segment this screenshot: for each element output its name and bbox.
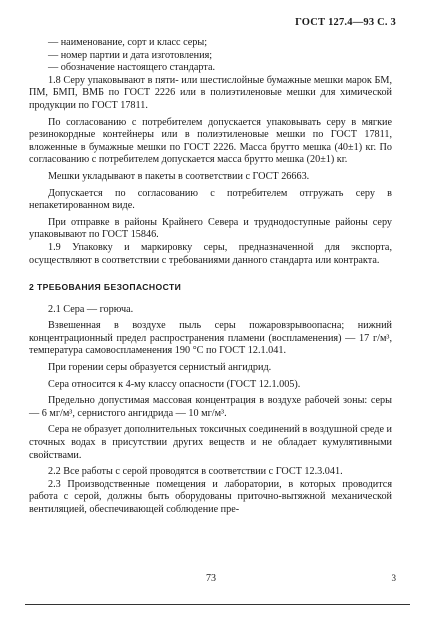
paragraph: При отправке в районы Крайнего Севера и труднодоступные районы серу упаковывают по ГОСТ 15846. [29, 216, 392, 241]
paragraph: Предельно допустимая массовая концентрация в воздухе рабочей зоны: серы — 6 мг/м³, сернистого ангидрида — 10 мг/м³. [29, 395, 392, 419]
corner-mark: 3 [391, 573, 396, 583]
clause-2-1: 2.1 Сера — горюча. [48, 303, 134, 315]
list-item: — номер партии и дата изготовления; [48, 49, 213, 61]
clause-2-3: 2.3 Производственные помещения и лаборатории, в которых проводится работа с серой, должны быть оборудованы приточно-вытяжной механической вентиляцией, обеспечивающей соблюдение пре- [29, 478, 392, 515]
paragraph: Сера относится к 4-му классу опасности (ГОСТ 12.1.005). [48, 378, 301, 390]
page-number: 73 [206, 573, 216, 584]
bottom-rule [25, 604, 410, 605]
section-title: 2 ТРЕБОВАНИЯ БЕЗОПАСНОСТИ [29, 282, 182, 293]
paragraph: При горении серы образуется сернистый ангидрид. [48, 362, 272, 374]
list-item: — обозначение настоящего стандарта. [48, 62, 216, 74]
document-body [29, 37, 392, 517]
paragraph: По согласованию с потребителем допускается упаковывать серу в мягкие резинокордные контейнеры или в полиэтиленовые мешки по ГОСТ 17811, вложенные в бумажные мешки по ГОСТ 2226. Масса брутто мешка (40±1) кг. По согласованию с потребителем допускается масса брутто мешка (20±1) кг. [29, 116, 392, 166]
paragraph: Допускается по согласованию с потребителем отгружать серу в непакетированном виде. [29, 187, 392, 212]
clause-1-9: 1.9 Упаковку и маркировку серы, предназначенной для экспорта, осуществляют в соответствии с требованиями данного стандарта или контракта. [29, 241, 392, 266]
list-item: — наименование, сорт и класс серы; [48, 37, 208, 48]
paragraph: Сера не образует дополнительных токсичных соединений в воздушной среде и сточных водах в присутствии других веществ и не обладает кумулятивными свойствами. [29, 424, 392, 461]
paragraph: Взвешенная в воздухе пыль серы пожаровзрывоопасна; нижний концентрационный предел распространения пламени (воспламенения) — 17 г/м³, температура самовоспламенения 190 °С по ГОСТ 12.1.041. [29, 320, 392, 357]
page-header: ГОСТ 127.4—93 С. 3 [295, 17, 396, 28]
paragraph: Мешки укладывают в пакеты в соответствии с ГОСТ 26663. [48, 170, 310, 182]
clause-2-2: 2.2 Все работы с серой проводятся в соответствии с ГОСТ 12.3.041. [48, 466, 343, 478]
clause-1-8: 1.8 Серу упаковывают в пяти- или шестислойные бумажные мешки марок БМ, ПМ, БМП, ВМБ по ГОСТ 2226 или в полиэтиленовые мешки для химической продукции по ГОСТ 17811. [29, 74, 392, 111]
